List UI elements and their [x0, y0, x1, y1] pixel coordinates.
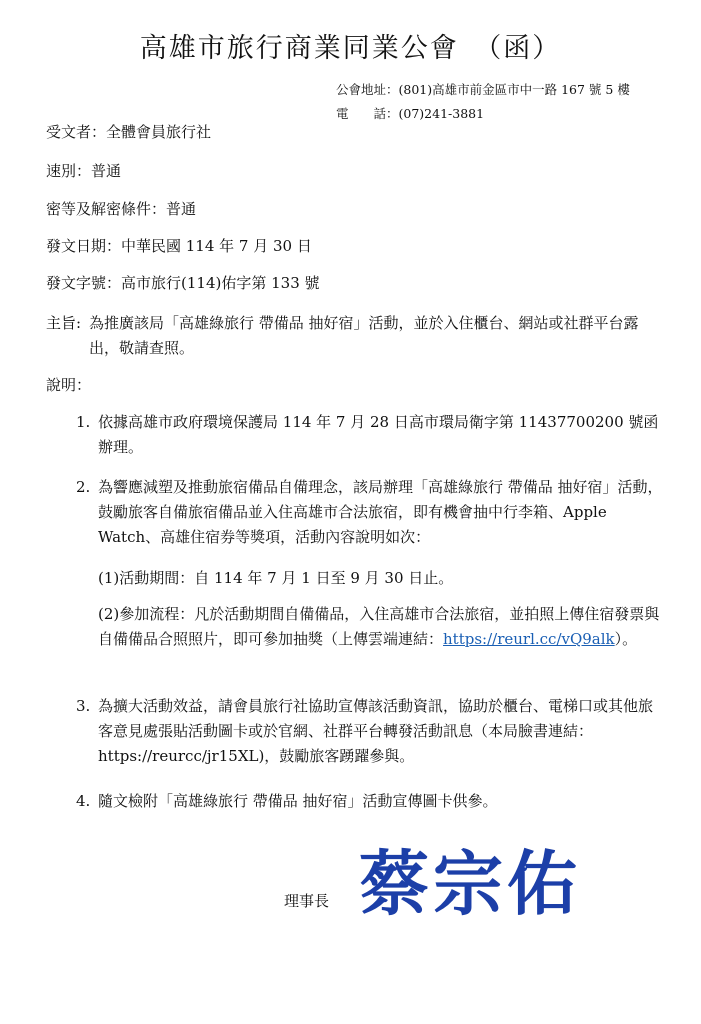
item-number: 1. — [76, 413, 91, 431]
subject-block — [46, 311, 666, 361]
activity-period: (1)活動期間：自 114 年 7 月 1 日至 9 月 30 日止。 — [98, 569, 454, 587]
description-item-3 — [76, 694, 666, 769]
item-number: 2. — [76, 478, 91, 496]
participation-process — [98, 602, 668, 652]
document-number-line: 發文字號：高市旅行(114)佑字第 133 號 — [46, 274, 320, 292]
chairman-signature — [352, 838, 588, 922]
participation-text: (2)參加流程：凡於活動期間自備備品，入住高雄市合法旅宿，並拍照上傳住宿發票與自備備品合照照片，即可參加抽獎（上傳雲端連結： — [98, 605, 660, 648]
document-title: 高雄市旅行商業同業公會 （函） — [139, 33, 562, 64]
description-item-2 — [76, 475, 666, 550]
chairman-label: 理事長 — [284, 892, 330, 910]
description-item-4 — [76, 789, 666, 814]
item-text: 為擴大活動效益，請會員旅行社協助宣傳該活動資訊，協助於櫃台、電梯口或其他旅客意見處張貼活動圖卡或於官網、社群平台轉發活動訊息（本局臉書連結：https://reurcc/jr15XL)，鼓勵旅客踴躍參與。 — [98, 697, 654, 765]
issue-date-line: 發文日期：中華民國 114 年 7 月 30 日 — [46, 237, 312, 255]
item-text: 依據高雄市政府環境保護局 114 年 7 月 28 日高市環局衛字第 11437700200 號函辦理。 — [98, 413, 659, 456]
subject-label: 主旨: — [46, 314, 82, 332]
item-number: 4. — [76, 792, 91, 810]
speed-line: 速別：普通 — [46, 162, 122, 180]
item-text: 隨文檢附「高雄綠旅行 帶備品 抽好宿」活動宣傳圖卡供參。 — [98, 792, 498, 810]
signature-stamp: 蔡宗佑 — [359, 842, 581, 922]
subject-text: 為推廣該局「高雄綠旅行 帶備品 抽好宿」活動，並於入住櫃台、網站或社群平台露出，敬請查照。 — [89, 314, 639, 357]
recipient-line: 受文者：全體會員旅行社 — [46, 123, 212, 141]
participation-tail: ）。 — [614, 630, 638, 648]
description-item-1 — [76, 410, 666, 460]
item-text: 為響應減塑及推動旅宿備品自備理念，該局辦理「高雄綠旅行 帶備品 抽好宿」活動，鼓勵旅客自備旅宿備品並入住高雄市合法旅宿，即有機會抽中行李箱、Apple Watch、高雄住宿券等獎項，活動內容說明如次： — [98, 478, 663, 546]
association-address: 公會地址：(801)高雄市前金區市中一路 167 號 5 樓 — [336, 82, 630, 97]
security-line: 密等及解密條件：普通 — [46, 200, 197, 218]
description-label: 說明： — [46, 376, 92, 394]
upload-link[interactable]: https://reurl.cc/vQ9alk — [443, 630, 615, 648]
item-number: 3. — [76, 697, 91, 715]
association-phone: 電 話：(07)241-3881 — [336, 106, 485, 121]
